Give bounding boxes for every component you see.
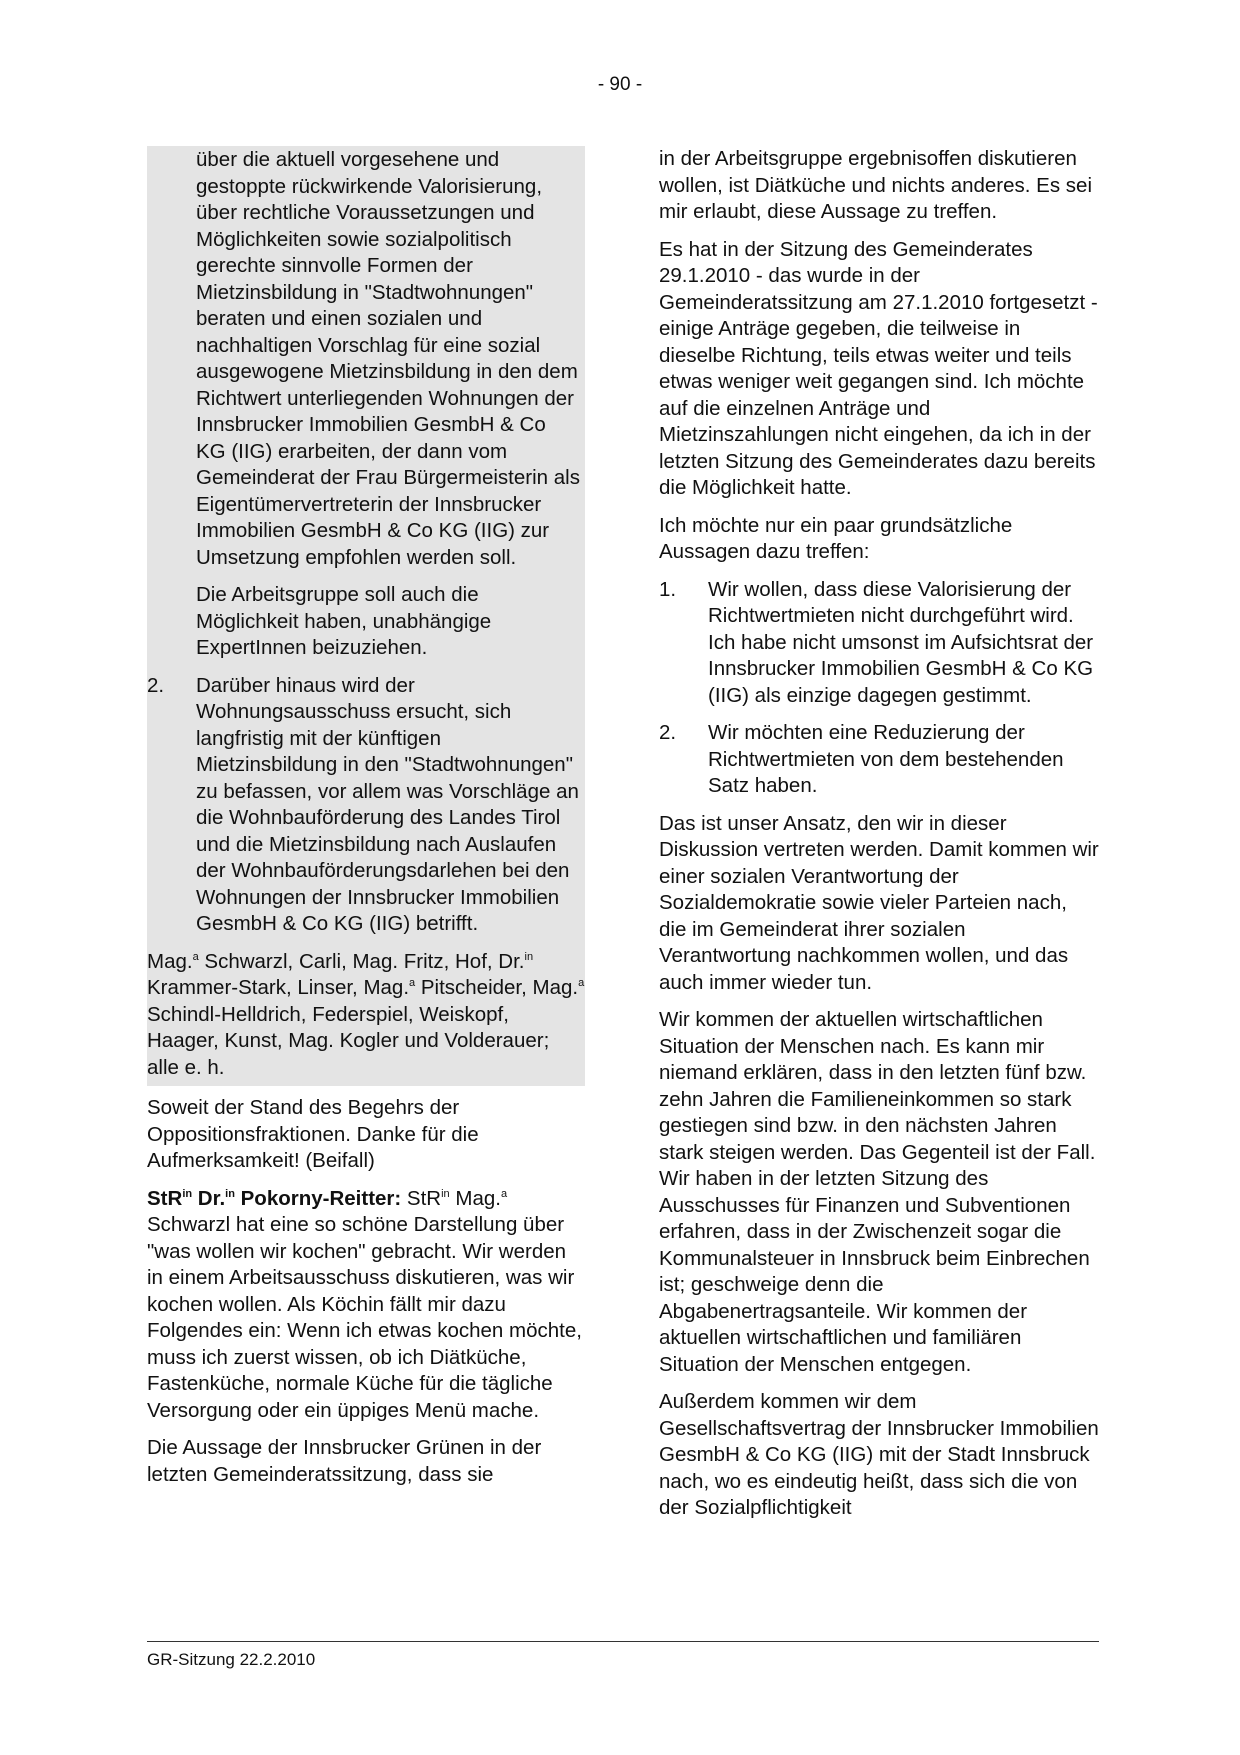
page-number: - 90 - [597,74,643,95]
left-column [147,146,585,1499]
paragraph: Die Aussage der Innsbrucker Grünen in der letzten Gemeinderatssitzung, dass sie [147,1436,542,1486]
paragraph: in der Arbeitsgruppe ergebnisoffen diskutieren wollen, ist Diätküche und nichts anderes. Es sei mir erlaubt, diese Aussage zu treffen. [659,147,1093,223]
item-text: Wir möchten eine Reduzierung der Richtwertmieten von dem bestehenden Satz haben. [708,721,1064,797]
motion-paragraph-experts: Die Arbeitsgruppe soll auch die Möglichkeit haben, unabhängige ExpertInnen beizuziehen. [196,583,492,659]
paragraph: Das ist unser Ansatz, den wir in dieser Diskussion vertreten werden. Damit kommen wir einer sozialen Verantwortung der Sozialdemokratie sowie vieler Parteien nach, die im Gemeinderat ihrer sozialen Verantwortung nachkommen wollen, und das auch immer wieder tun. [659,811,1099,994]
list-item [659,577,1099,710]
paragraph: Wir kommen der aktuellen wirtschaftlichen Situation der Menschen nach. Es kann mir niemand erklären, dass in den letzten fünf bzw. zehn Jahren die Familieneinkommen so stark gestiegen sind bzw. in den nächsten Jahren stark steigen werden. Das Gegenteil ist der Fall. Wir haben in der letzten Sitzung des Ausschusses für Finanzen und Subventionen erfahren, dass in der Zwischenzeit sogar die Kommunalsteuer in Innsbruck beim Einbrechen ist; geschweige denn die Abgabenertragsanteile. Wir kommen der aktuellen wirtschaftlichen und familiären Situation der Menschen entgegen. [659,1008,1096,1376]
paragraph: Außerdem kommen wir dem Gesellschaftsvertrag der Innsbrucker Immobilien GesmbH & Co KG (IIG) mit der Stadt Innsbruck nach, wo es eindeutig heißt, dass sich die von der Sozialpflichtigkeit [659,1390,1099,1519]
paragraph: Es hat in der Sitzung des Gemeinderates 29.1.2010 - das wurde in der Gemeinderatssitzung am 27.1.2010 fortgesetzt - einige Anträge gegeben, die teilweise in dieselbe Richtung, teils etwas weiter und teils etwas weniger weit gegangen sind. Ich möchte auf die einzelnen Anträge und Mietzinszahlungen nicht eingehen, da ich in der letzten Sitzung des Gemeinderates dazu bereits die Möglichkeit hatte. [659,237,1098,499]
motion-paragraph: über die aktuell vorgesehene und gestoppte rückwirkende Valorisierung, über rechtliche Voraussetzungen und Möglichkeiten sowie sozialpolitisch gerechte sinnvolle Formen der Mietzinsbildung in "Stadtwohnungen" beraten und einen sozialen und nachhaltigen Vorschlag für eine sozial ausgewogene Mietzinsbildung in den dem Richtwert unterliegenden Wohnungen der Innsbrucker Immobilien GesmbH & Co KG (IIG) erarbeiten, der dann vom Gemeinderat der Frau Bürgermeisterin als Eigentümervertreterin der Innsbrucker Immobilien GesmbH & Co KG (IIG) zur Umsetzung empfohlen werden soll. [196,148,580,569]
item-number: 1. [659,577,677,601]
speech-paragraph: StR$^{in}$ Dr.$^{in}$ Pokorny-Reitter: StR$^{in}$ Mag.$^a$ Schwarzl hat eine so schöne Darstellung über "was wollen wir kochen" gebracht. Wir werden in einem Arbeitsausschuss diskutieren, was wir kochen wollen. Als Köchin fällt mir dazu Folgendes ein: Wenn ich etwas kochen möchte, muss ich zuerst wissen, ob ich Diätküche, Fastenküche, normale Küche für die tägliche Versorgung oder ein üppiges Menü mache. [147,1186,582,1422]
motion-block [147,146,585,1086]
item-text: Wir wollen, dass diese Valorisierung der Richtwertmieten nicht durchgeführt wird. Ich habe nicht umsonst im Aufsichtsrat der Innsbrucker Immobilien GesmbH & Co KG (IIG) als einzige dagegen gestimmt. [708,577,1094,707]
footer-divider [147,1641,1099,1642]
right-column [659,146,1099,1533]
closing-paragraph: Soweit der Stand des Begehrs der Oppositionsfraktionen. Danke für die Aufmerksamkeit! (Beifall) [147,1096,479,1172]
footer-text: GR-Sitzung 22.2.2010 [147,1650,316,1669]
item-text: Darüber hinaus wird der Wohnungsausschuss ersucht, sich langfristig mit der künftigen Mietzinsbildung in den "Stadtwohnungen" zu befassen, vor allem was Vorschläge an die Wohnbauförderung des Landes Tirol und die Mietzinsbildung nach Auslaufen der Wohnbauförderungsdarlehen bei den Wohnungen der Innsbrucker Immobilien GesmbH & Co KG (IIG) betrifft. [196,673,579,935]
item-number: 2. [659,721,677,744]
item-number: 2. [147,673,165,697]
signatories: Mag.$^a$ Schwarzl, Carli, Mag. Fritz, Hof, Dr.$^{in}$ Krammer-Stark, Linser, Mag.$^a$ Pitscheider, Mag.$^a$ Schindl-Helldrich, Federspiel, Weiskopf, Haager, Kunst, Mag. Kogler und Volderauer; alle e. h. [147,949,585,1079]
motion-item-2 [147,673,585,938]
paragraph: Ich möchte nur ein paar grundsätzliche Aussagen dazu treffen: [659,513,1013,563]
list-item [659,720,1099,800]
speaker-name: StR$^{in}$ Dr.$^{in}$ Pokorny-Reitter: [147,1186,402,1210]
